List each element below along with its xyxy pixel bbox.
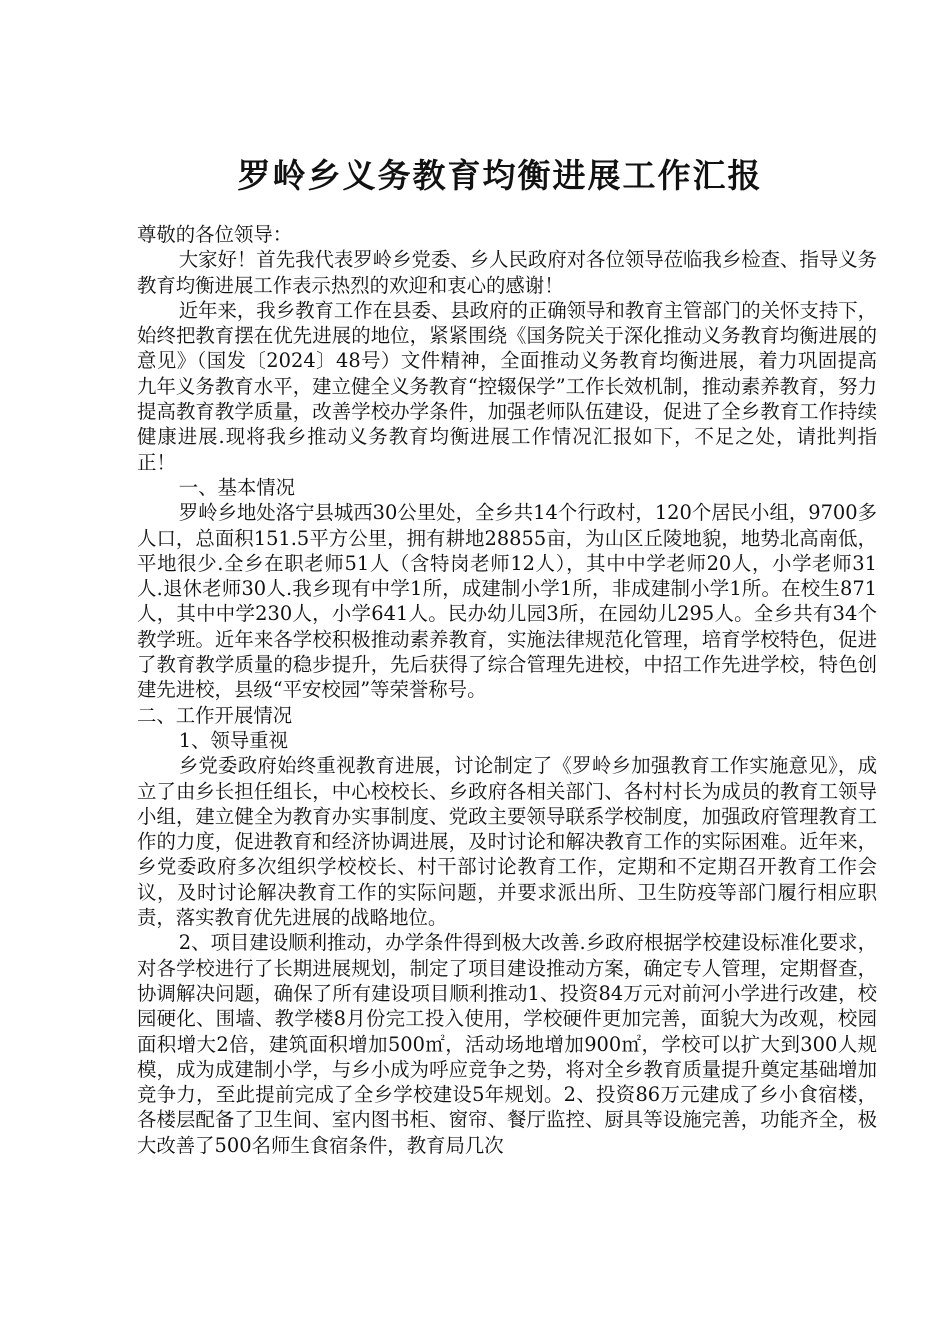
subheading-leadership: 1、领导重视 — [178, 728, 288, 752]
document-body — [137, 222, 877, 1158]
paragraph-basic-info: 罗岭乡地处洛宁县城西30公里处，全乡共14个行政村，120个居民小组，9700多人口，总面积151.5平方公里，拥有耕地28855亩，为山区丘陵地貌，地势北高南低，平地很少.全乡在职老师51人（含特岗老师12人），其中中学老师20人，小学老师31人.退休老师30人.我乡现有中学1所，成建制小学1所，非成建制小学1所。在校生871人，其中中学230人，小学641人。民办幼儿园3所，在园幼儿295人。全乡共有34个教学班。近年来各学校积极推动素养教育，实施法律规范化管理，培育学校特色，促进了教育教学质量的稳步提升，先后获得了综合管理先进校，中招工作先进学校，特色创建先进校，县级“平安校园”等荣誉称号。 — [137, 501, 877, 702]
salutation: 尊敬的各位领导： — [137, 223, 293, 246]
paragraph-greeting: 大家好！首先我代表罗岭乡党委、乡人民政府对各位领导莅临我乡检查、指导义务教育均衡进展工作表示热烈的欢迎和衷心的感谢！ — [137, 248, 877, 297]
paragraph-leadership: 乡党委政府始终重视教育进展，讨论制定了《罗岭乡加强教育工作实施意见》，成立了由乡长担任组长，中心校校长、乡政府各相关部门、各村村长为成员的教育工领导小组，建立健全为教育办实事制度、党政主要领导联系学校制度，加强政府管理教育工作的力度，促进教育和经济协调进展，及时讨论和解决教育工作的实际困难。近年来，乡党委政府多次组织学校校长、村干部讨论教育工作，定期和不定期召开教育工作会议，及时讨论解决教育工作的实际问题，并要求派出所、卫生防疫等部门履行相应职责，落实教育优先进展的战略地位。 — [137, 754, 877, 930]
paragraph-introduction: 近年来，我乡教育工作在县委、县政府的正确领导和教育主管部门的关怀支持下，始终把教育摆在优先进展的地位，紧紧围绕《国务院关于深化推动义务教育均衡进展的意见》（国发〔2024〕48号）文件精神，全面推动义务教育均衡进展，着力巩固提高九年义务教育水平，建立健全义务教育“控辍保学”工作长效机制，推动素养教育，努力提高教育教学质量，改善学校办学条件，加强老师队伍建设，促进了全乡教育工作持续健康进展.现将我乡推动义务教育均衡进展工作情况汇报如下，不足之处，请批判指正！ — [137, 298, 877, 474]
section-heading-work-progress: 二、工作开展情况 — [137, 703, 293, 727]
paragraph-project-construction: 2、项目建设顺利推动，办学条件得到极大改善.乡政府根据学校建设标准化要求，对各学校进行了长期进展规划，制定了项目建设推动方案，确定专人管理，定期督查，协调解决问题，确保了所有建设项目顺利推动1、投资84万元对前河小学进行改建，校园硬化、围墙、教学楼8月份完工投入使用，学校硬件更加完善，面貌大为改观，校园面积增大2倍，建筑面积增加500㎡，活动场地增加900㎡，学校可以扩大到300人规模，成为成建制小学，与乡小成为呼应竞争之势，将对全乡教育质量提升奠定基础增加竞争力，至此提前完成了全乡学校建设5年规划。2、投资86万元建成了乡小食宿楼，各楼层配备了卫生间、室内图书柜、窗帘、餐厅监控、厨具等设施完善，功能齐全，极大改善了500名师生食宿条件，教育局几次 — [137, 931, 877, 1157]
section-heading-basic-info: 一、基本情况 — [178, 475, 296, 499]
document-title: 罗岭乡义务教育均衡进展工作汇报 — [237, 156, 763, 195]
